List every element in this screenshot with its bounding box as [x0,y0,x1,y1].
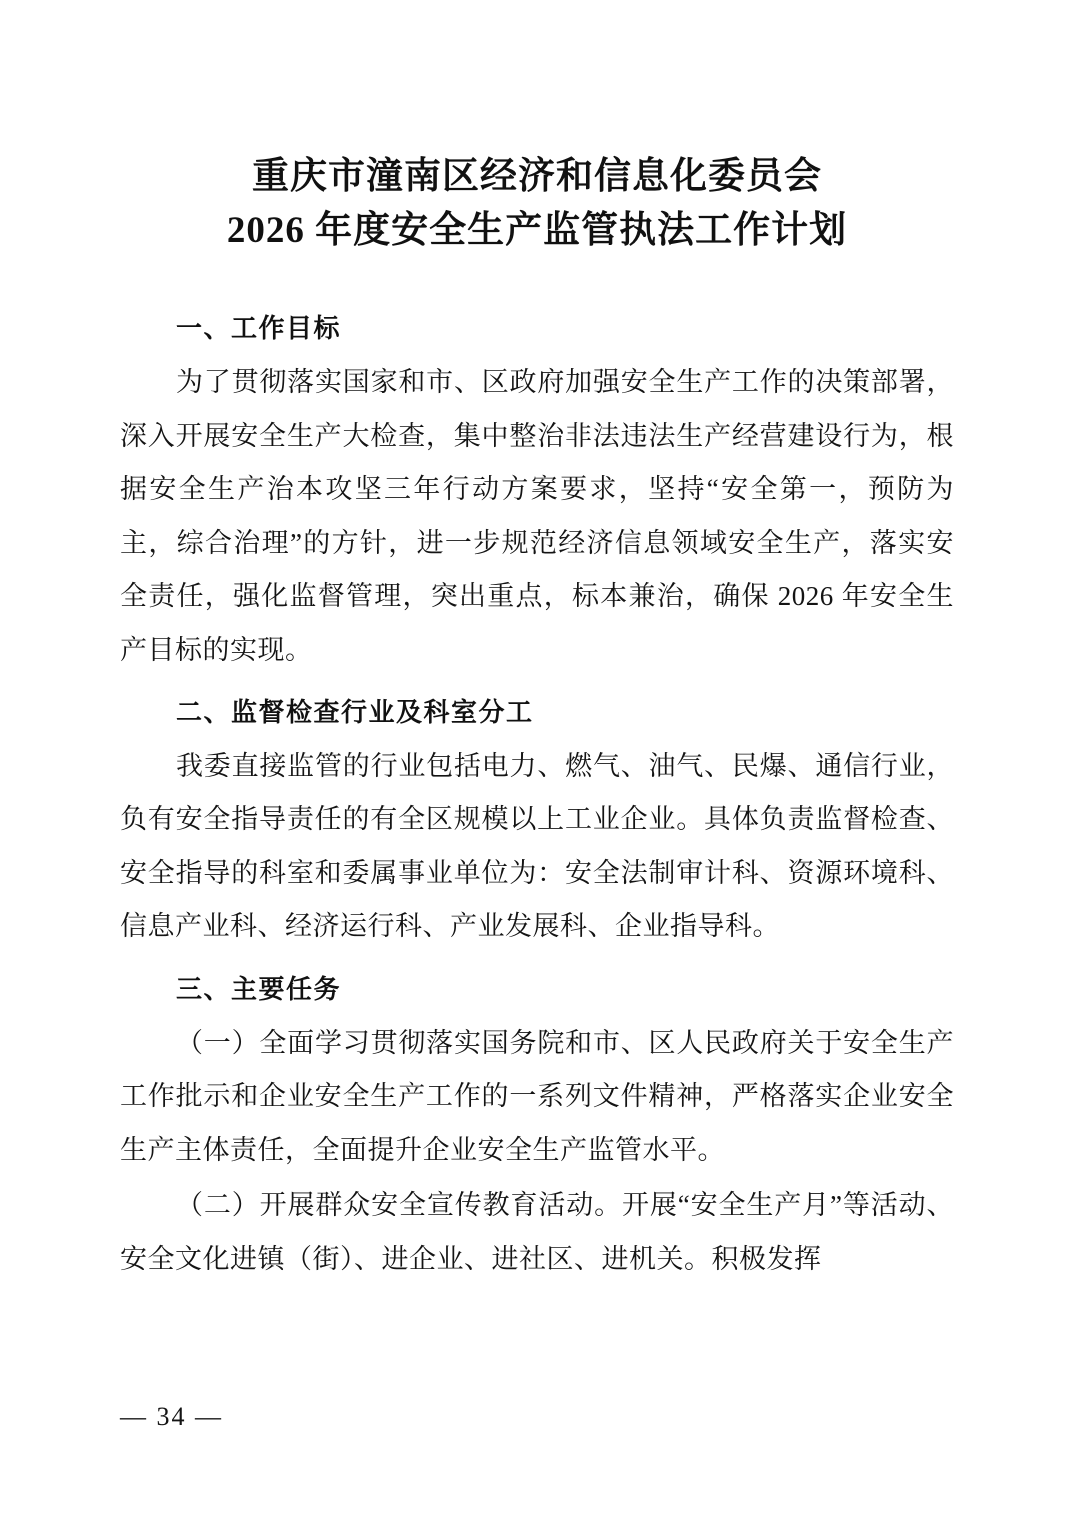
title-line-1: 重庆市潼南区经济和信息化委员会 [252,156,822,197]
section-heading: 二、监督检查行业及科室分工 [176,697,534,727]
section-heading: 三、主要任务 [176,973,342,1004]
page-number: — 34 — [120,1402,223,1431]
paragraph: （二）开展群众安全宣传教育活动。开展“安全生产月”等活动、安全文化进镇（街）、进企业、进社区、进机关。积极发挥 [120,1190,954,1274]
paragraph: 为了贯彻落实国家和市、区政府加强安全生产工作的决策部署，深入开展安全生产大检查，集中整治非法违法生产经营建设行为，根据安全生产治本攻坚三年行动方案要求，坚持“安全第一，预防为主，综合治理”的方针，进一步规范经济信息领域安全生产，落实安全责任，强化监督管理，突出重点，标本兼治，确保 2026 年安全生产目标的实现。 [120,367,954,665]
section-heading: 一、工作目标 [176,313,342,344]
page-title [120,150,954,257]
title-line-2: 2026 年度安全生产监管执法工作计划 [226,209,848,251]
section-main-tasks [120,970,954,1286]
paragraph: （一）全面学习贯彻落实国务院和市、区人民政府关于安全生产工作批示和企业安全生产工作的一系列文件精神，严格落实企业安全生产主体责任，全面提升企业安全生产监管水平。 [120,1027,954,1165]
section-industry-division [120,693,954,954]
section-work-goals [120,309,954,677]
paragraph: 我委直接监管的行业包括电力、燃气、油气、民爆、通信行业，负有安全指导责任的有全区规模以上工业企业。具体负责监督检查、安全指导的科室和委属事业单位为：安全法制审计科、资源环境科、信息产业科、经济运行科、产业发展科、企业指导科。 [120,751,954,942]
